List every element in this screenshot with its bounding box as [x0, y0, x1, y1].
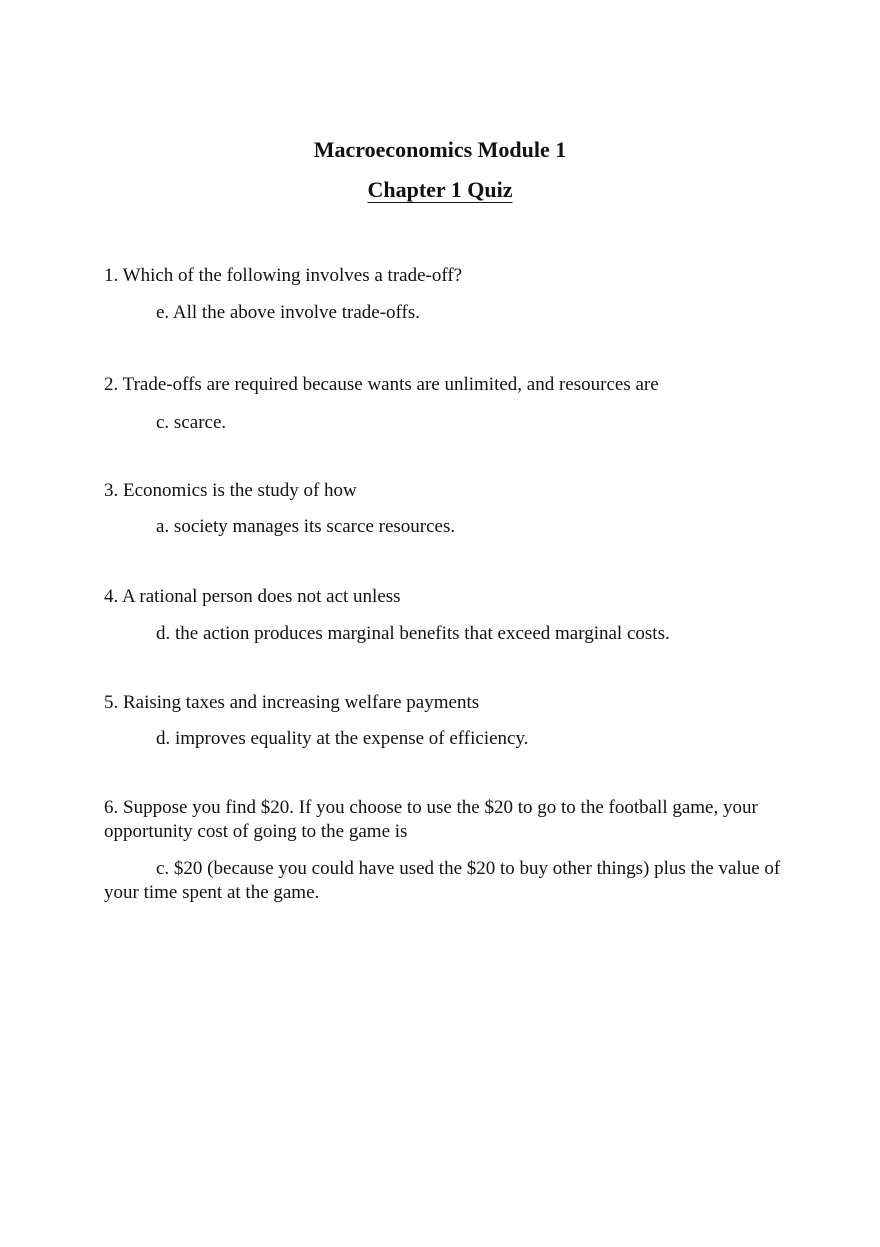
quiz-item-2: [104, 373, 784, 435]
question-text: 1. Which of the following involves a trade-off?: [104, 265, 463, 286]
answer-text: e. All the above involve trade-offs.: [156, 302, 420, 323]
answer-text: c. scarce.: [156, 412, 227, 433]
answer-text: d. improves equality at the expense of efficiency.: [156, 728, 529, 749]
question-text: 2. Trade-offs are required because wants are unlimited, and resources are: [104, 374, 659, 395]
question-text: 4. A rational person does not act unless: [104, 586, 401, 607]
answer-text: a. society manages its scarce resources.: [156, 516, 456, 537]
answer-text: c. $20 (because you could have used the $20 to buy other things) plus the value of your time spent at the game.: [104, 858, 781, 903]
quiz-item-6: [104, 796, 784, 905]
answer-text: d. the action produces marginal benefits that exceed marginal costs.: [156, 623, 670, 644]
question-text: 5. Raising taxes and increasing welfare payments: [104, 692, 480, 713]
quiz-item-4: [104, 585, 784, 646]
quiz-item-3: [104, 479, 784, 539]
quiz-item-1: [104, 264, 784, 325]
document-title: Macroeconomics Module 1: [313, 137, 567, 162]
question-text: 3. Economics is the study of how: [104, 480, 357, 501]
subtitle-text: Chapter 1 Quiz: [367, 177, 513, 202]
question-text: 6. Suppose you find $20. If you choose to use the $20 to go to the football game, your opportunity cost of going to the game is: [104, 797, 758, 842]
quiz-item-5: [104, 691, 784, 751]
document-subtitle: [0, 177, 880, 203]
